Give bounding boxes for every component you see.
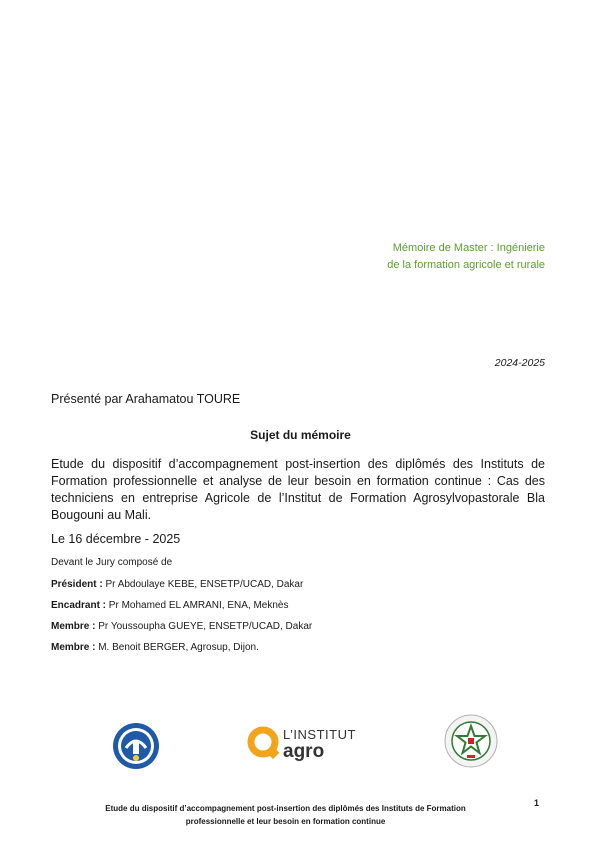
ensetp-logo xyxy=(112,722,160,770)
jury-role: Membre : xyxy=(51,642,96,653)
subject-text: Etude du dispositif d’accompagnement post-insertion des diplômés des Instituts de Formation professionnelle et analyse de leur besoin en formation continue : Cas des techniciens en entreprise Agricole de l’Institut de Formation Agrosylvopastorale Bla Bougouni au Mali. xyxy=(51,457,545,522)
jury-member xyxy=(51,641,312,662)
jury-list xyxy=(51,578,312,662)
academic-year: 2024-2025 xyxy=(494,357,545,369)
master-title-line2: de la formation agricole et rurale xyxy=(387,259,545,271)
jury-role: Membre : xyxy=(51,621,96,632)
footer-title xyxy=(90,802,481,828)
ena-meknes-seal xyxy=(444,714,498,768)
jury-name: Pr Mohamed EL AMRANI, ENA, Meknès xyxy=(106,600,289,611)
institut-agro-bottom-text: agro xyxy=(283,741,325,762)
footer-line1: Etude du dispositif d’accompagnement post-insertion des diplômés des Instituts de Formation xyxy=(105,804,466,813)
institut-agro-logo xyxy=(247,724,363,764)
page-number: 1 xyxy=(533,798,539,808)
jury-name: Pr Abdoulaye KEBE, ENSETP/UCAD, Dakar xyxy=(102,579,304,590)
jury-member xyxy=(51,578,312,599)
jury-role: Encadrant : xyxy=(51,600,107,611)
jury-name: M. Benoit BERGER, Agrosup, Dijon. xyxy=(95,642,259,653)
subject-heading: Sujet du mémoire xyxy=(250,428,351,442)
defense-date: Le 16 décembre - 2025 xyxy=(51,532,181,546)
jury-member xyxy=(51,599,312,620)
jury-role: Président : xyxy=(51,579,103,590)
institut-agro-top-text: L’INSTITUT xyxy=(283,727,356,742)
master-title-line1: Mémoire de Master : Ingénierie xyxy=(392,242,545,254)
master-title xyxy=(387,240,545,274)
jury-member xyxy=(51,620,312,641)
footer-line2: professionnelle et leur besoin en formation continue xyxy=(185,817,386,826)
jury-name: Pr Youssoupha GUEYE, ENSETP/UCAD, Dakar xyxy=(95,621,313,632)
presented-by: Présenté par Arahamatou TOURE xyxy=(51,392,241,406)
jury-intro: Devant le Jury composé de xyxy=(51,557,173,568)
